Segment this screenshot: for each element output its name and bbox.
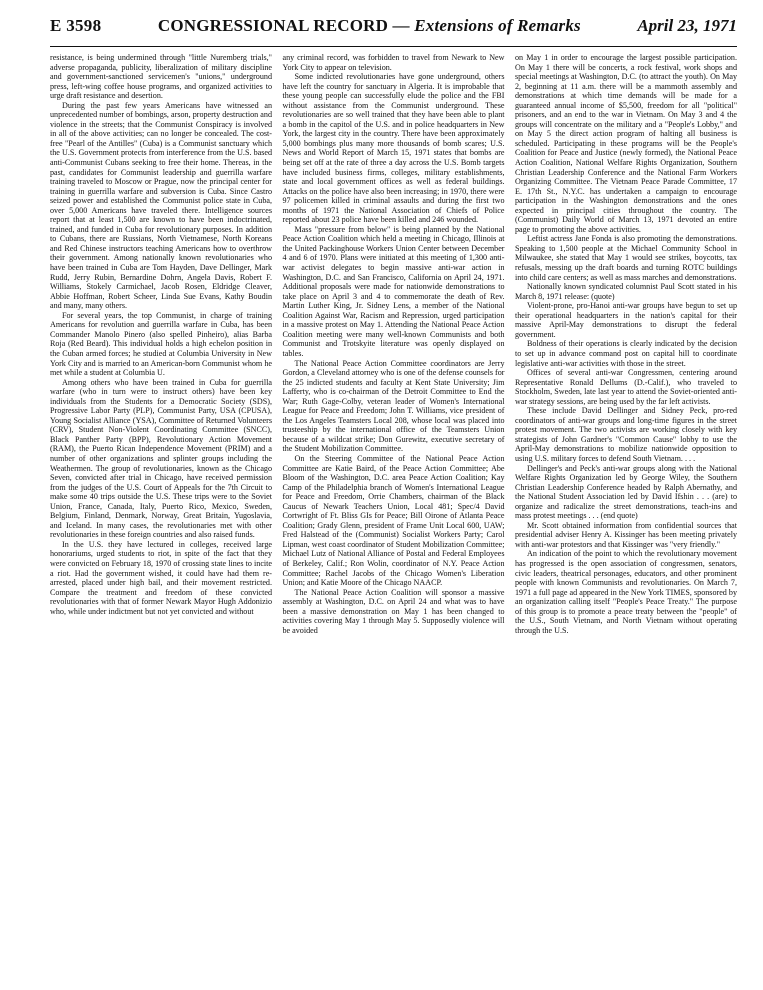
paragraph: These include David Dellinger and Sidney Peck, pro-red coordinators of anti-war groups and long-time figures in the street protest movement. The two activists are working closely with key strategists of John Gardner's "Common Cause" lobby to use the April-May demonstrations to mobilize nationwide opposition to using U.S. military forces to defend South Vietnam. . . . <box>515 406 737 463</box>
paragraph: In the U.S. they have lectured in colleges, received large honorariums, urged students to riot, in spite of the fact that they were convicted on February 18, 1970 of crossing state lines to incite a riot. Had the government wished, it could have had them re-arrested, placed under high bail, and their movement restricted. Compare the treatment and freedom of these convicted revolutionaries with that of former Newark Mayor Hugh Addonizio who, while under indictment but not yet convicted and without <box>50 539 272 616</box>
paragraph: Mass "pressure from below" is being planned by the National Peace Action Coalition which held a meeting in Chicago, Illinois at the United Packinghouse Workers Union Center between December 4 and 6 of 1970. Plans were initiated at this meeting of 1,300 anti-war activist delegates to begin massive anti-war action in Washington, D.C. and San Francisco, California on April 24, 1971. Additional proposals were made for nationwide demonstrations to take place on April 3 and 4 to commemorate the death of Rev. Martin Luther King, Jr. Sidney Lens, a member of the National Coalition Against War, Racism and Repression, urged participation in a massive protest on May 1. Attending the National Peace Action Coalition meeting were many well-known Communists and both Communist and Trotskyite literature was openly displayed on tables. <box>282 224 505 358</box>
column-1 <box>50 53 272 635</box>
paragraph: Among others who have been trained in Cuba for guerrilla warfare (who in turn were to instruct others) have been key individuals from the Students for a Democratic Society (SDS), Progressive Labor Party (PLP), Communist Party, USA (CPUSA), Young Socialist Alliance (YSA), Committee of Returned Volunteers (CRV), Student Non-Violent Coordinating Committee (SNCC), Black Panther Party (BPP), Revolutionary Action Movement (RAM), the Puerto Rican Independence Movement (PRIM) and a number of other organizations and splinter groups including the Weathermen. The group of revolutionaries, known as the Chicago Seven, convicted after trial in Chicago, have received permission from the judges of the U.S. Court of Appeals for the 7th Circuit to make some 40 trips outside the U.S. These trips were to the Soviet Union, France, Canada, Italy, Puerto Rico, Mexico, Sweden, Belgium, Finland, Denmark, Norway, Great Britain, Yugoslavia, and Iceland. In many cases, the revolutionaries met with other revolutionaries in these foreign countries and also raised funds. <box>50 377 272 540</box>
paragraph: The National Peace Action Coalition will sponsor a massive assembly at Washington, D.C. on April 24 and what was to have been a massive demonstration on May 1 has been changed to activities covering May 1 through May 5. Supposedly violence will be avoided <box>282 587 505 635</box>
paragraph: resistance, is being undermined through "little Nuremberg trials," adverse propaganda, publicity, liberalization of military discipline and government-sanctioned servicemen's "unions," underground press, left-wing coffee house programs, and organized activities to urge draft resistance and desertion. <box>50 53 272 101</box>
page-header <box>50 16 737 47</box>
paragraph: any criminal record, was forbidden to travel from Newark to New York City to appear on television. <box>282 53 505 72</box>
publication-title <box>158 16 581 36</box>
column-2 <box>283 53 505 635</box>
paragraph: For several years, the top Communist, in charge of training Americans for revolution and guerrilla warfare in Cuba, has been Commander Manolo Pinero (also spelled Pinheiro), alias Barba Roja (Red Beard). This individual holds a high echelon position in the Cuban armed forces; he studied at Columbia University in New York City and is married to an American-born Communist whom he met while a student at Columbia U. <box>50 310 272 378</box>
paragraph: Mr. Scott obtained information from confidential sources that presidential adviser Henry A. Kissinger has been meeting privately with anti-war protestors and that Kissinger was "very friendly." <box>515 520 737 549</box>
paragraph: Nationally known syndicated columnist Paul Scott stated in his March 8, 1971 release: (quote) <box>515 282 737 301</box>
publication-date: April 23, 1971 <box>637 16 737 35</box>
paragraph: The National Peace Action Committee coordinators are Jerry Gordon, a Cleveland attorney who is one of the defense counsels for the 25 indicted students and faculty at Kent State University; Jim Lafferty, who is co-chairman of the Detroit Committee to End the War; Ruth Gage-Colby, veteran leader of Women's International League for Peace and Freedom; John T. Williams, vice president of the Los Angeles Teamsters Local 208, whose local was placed into trusteeship by the international office of the Teamsters Union because of a wildcat strike; Don Gurewitz, executive secretary of the Student Mobilization Committee. <box>282 358 505 454</box>
column-3 <box>515 53 737 635</box>
text-columns <box>50 53 737 635</box>
paragraph: During the past few years Americans have witnessed an unprecedented number of bombings, arson, property destruction and violence in the streets; that the Communist Conspiracy is involved in all of the above activities; can no longer be concealed. The cost-free "Pearl of the Antilles" (Cuba) is a Communist sanctuary which the U.S. Government protects from interference from the U.S. based anti-Communist Cubans seeking to free their home. Thereas, in the past, candidates for Communist leadership and guerrilla warfare training traveled to Moscow or Prague, now the principal center for training in guerrilla warfare and subversion is Cuba. Since Castro seized power and established the Communist police state in Cuba, over 5,000 Americans have traveled there. Intelligence sources report that at least 1,500 are known to have been indoctrinated, trained, and funded in Cuba for revolutionary purposes. In addition to Cubans, there are Russians, North Vietnamese, North Koreans and Red Chinese instructors teaching Americans how to overthrow their government. Among nationally known revolutionaries who have been trained in Cuba are Tom Hayden, Dave Dellinger, Mark Rudd, Jerry Rubin, Bernardine Dohrn, Angela Davis, Robert F. Williams, Stokely Carmichael, Jacob Rosen, Eldridge Cleaver, Abbie Hoffman, Robert Scheer, Linda Sue Evans, Kathy Boudin and many, many others. <box>50 100 272 311</box>
section-name: Extensions of Remarks <box>414 16 581 35</box>
paragraph: Violent-prone, pro-Hanoi anti-war groups have begun to set up their operational headquarters in the nation's capital for their massive April-May demonstrations to disrupt the federal government. <box>515 301 737 339</box>
paragraph: Dellinger's and Peck's anti-war groups along with the National Welfare Rights Organization led by George Wiley, the Southern Christian Leadership Conference headed by Ralph Abernathy, and the National Student Association led by David Ifshin . . . (are) to organize and radicalize the street demonstrations, teach-ins and mass protest meetings . . . (end quote) <box>515 463 737 521</box>
paragraph: On the Steering Committee of the National Peace Action Committee are Katie Baird, of the Peace Action Committee; Abe Bloom of the Washington, D.C. area Peace Action Coalition; Kay Camp of the Philadelphia branch of Women's International League for Peace and Freedom, Orrie Chambers, chairman of the Black Caucus of Newark Teachers Union, Local 481; Spec/4 David Cortwright of Ft. Bliss GIs for Peace; Bill Oirone of Atlanta Peace Coalition; Grady Glenn, president of Frame Unit Local 600, UAW; Fred Halstead of the (Communist) Socialist Workers Party; Carol Lipman, west coast coordinator of Student Mobilization Committee; Michael Lutz of National Alliance of Postal and Federal Employees of Berkeley, Calif.; Ron Wolin, coordinator of N.Y. Peace Action Committee; Rachel Jacobs of the Chicago Women's Liberation Union; and Katie Moore of the Chicago NAACP. <box>282 453 505 588</box>
page-number: E 3598 <box>50 16 102 35</box>
paragraph: An indication of the point to which the revolutionary movement has progressed is the open association of congressmen, senators, civic leaders, theatrical personages, educators, and other prominent people with known Communists and revolutionaries. On March 7, 1971 a full page ad appeared in the New York TIMES, sponsored by an organization calling itself "People's Peace Treaty." The purpose of this group is to promote a peace treaty between the "people" of the U.S., South Vietnam, and North Vietnam without operating through the U.S. <box>515 549 737 635</box>
paragraph: Some indicted revolutionaries have gone underground, others have left the country for sanctuary in Algeria. It is improbable that these young people can successfully elude the police and the FBI without assistance from the Communist underground. These revolutionaries are so well trained that they have been able to plant a bomb in the capitol of the U.S. and in police headquarters in New York, the largest city in the country. There have been approximately 5,000 bombings plus many more thousands of bomb scares; U.S. News and World Report of March 15, 1971 states that bombs are being set off at the rate of three a day across the U.S. Bomb targets have included business firms, colleges, military establishments, state and local government offices as well as federal buildings. Attacks on the police have also been increasing; in 1970, there were 97 policemen killed in criminal assaults and during the first two months of 1971 the National Association of Chiefs of Police reported about 23 police have been killed and 246 wounded. <box>282 72 505 225</box>
paragraph: Boldness of their operations is clearly indicated by the decision to set up in advance command post on capital hill to coordinate legislative anti-war activities with those in the street. <box>515 339 737 368</box>
paragraph: Offices of several anti-war Congressmen, centering around Representative Ronald Dellums (D.-Calif.), who traveled to Stockholm, Sweden, late last year to attend the Soviet-oriented anti-war strategy sessions, are being used by the far left activists. <box>515 368 737 406</box>
paragraph: on May 1 in order to encourage the largest possible participation. On May 1 there will be concerts, a rock festival, work shops and special meetings at Washington, D.C. (to attract the youth). On May 2, beginning at 11 a.m. there will be a mammoth assembly and demonstrations at which time demands will be made for a guaranteed annual income of $5,500, freedom for all "political" prisoners, and an end to the war in Vietnam. On May 3 and 4 the groups will concentrate on the military and a "People's Lobby," and on May 5 the direct action program of halting all business is scheduled. Participating in these programs will be the People's Coalition for Peace and Justice (newly formed), the National Peace Action Coalition, National Welfare Rights Organization, Southern Christian Leadership Conference and the National Farm Workers Organizing Committee. The Vietnam Peace Parade Committee, 17 E. 17th St., N.Y.C. has undertaken a campaign to encourage participation in the Washington demonstrations and the ones expected in principal cities throughout the country. The (Communist) Daily World of March 13, 1971 devoted an entire page to promoting the above activities. <box>515 53 737 234</box>
paragraph: Leftist actress Jane Fonda is also promoting the demonstrations. Speaking to 1,500 people at the Michael Community School in Milwaukee, she stated that May 1 would see strikes, boycotts, tax refusals, messing up the draft boards and turning ROTC buildings into child care centers; as well as mass marches and demonstrations. <box>515 234 737 282</box>
publication-name: CONGRESSIONAL RECORD — <box>157 16 410 35</box>
